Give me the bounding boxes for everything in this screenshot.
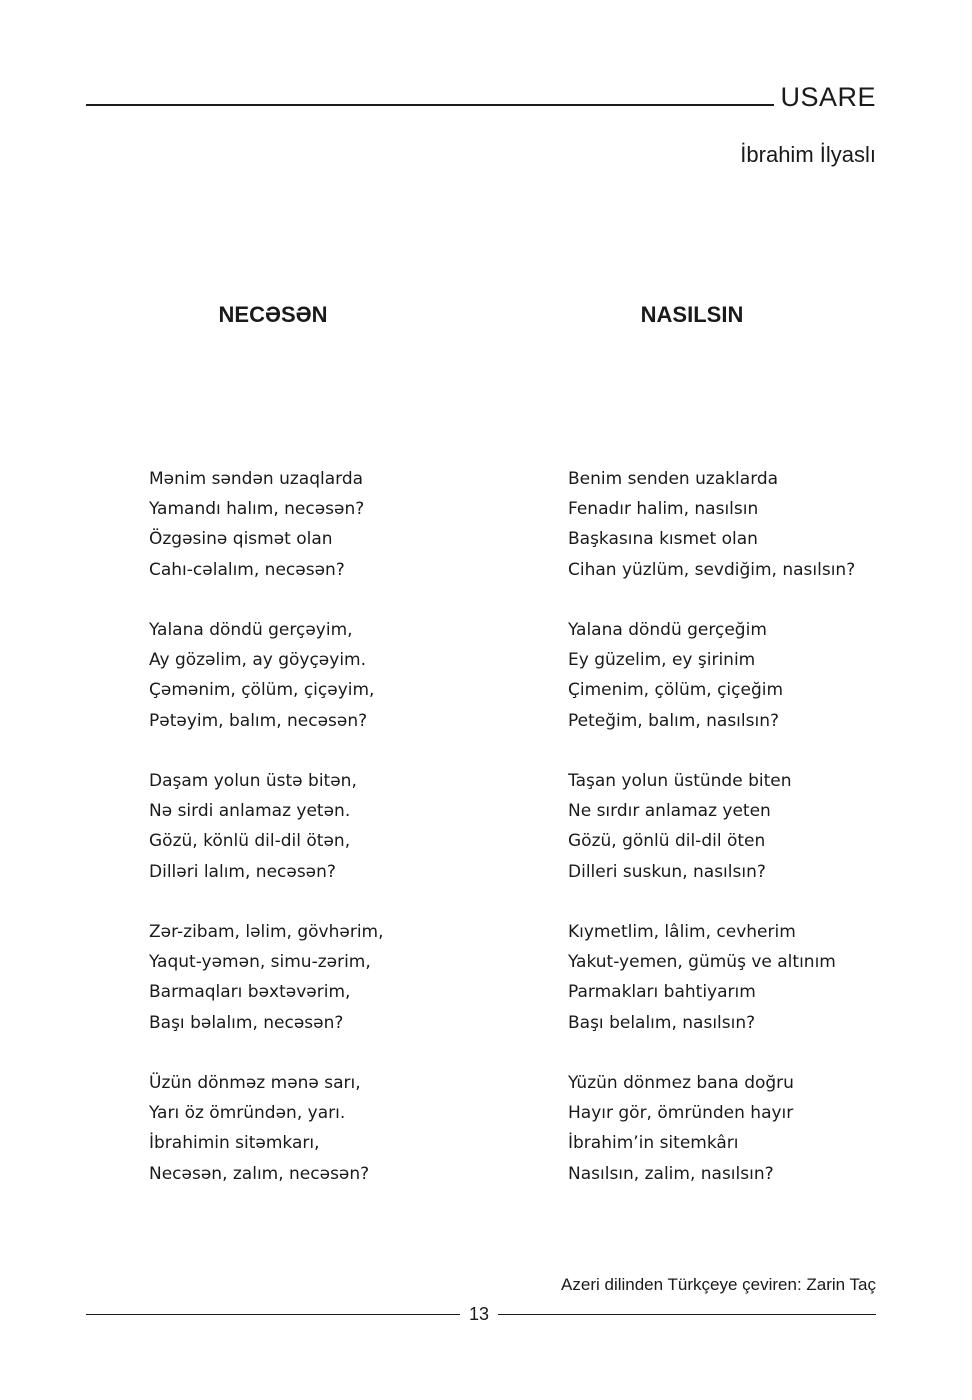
author-name: İbrahim İlyaslı [740,142,876,167]
stanza [149,464,509,585]
poem-line: Necəsən, zalım, necəsən? [149,1163,370,1184]
poem-line: Parmakları bahtiyarım [568,982,756,1003]
stanza [568,917,908,1038]
poem-line: Gözü, könlü dil-dil ötən, [149,831,351,852]
stanza [568,766,908,887]
poem-line: Çimenim, çölüm, çiçeğim [568,680,784,701]
stanza [149,1068,509,1189]
translator-credit: Azeri dilinden Türkçeye çeviren: Zarin Taç [561,1275,876,1294]
journal-title: USARE [780,82,876,112]
poem-line: Ne sırdır anlamaz yeten [568,801,771,822]
poem-title-azerbaijani: NECƏSƏN [218,302,328,327]
poem-line: Fenadır halim, nasılsın [568,499,759,520]
footer-rule-right [498,1314,876,1315]
poem-line: Yalana döndü gerçəyim, [149,620,353,640]
poem-line: Başı belalım, nasılsın? [568,1012,756,1033]
poem-line: Nasılsın, zalim, nasılsın? [568,1163,774,1184]
stanza [149,615,509,736]
poem-line: Dilleri suskun, nasılsın? [568,861,766,882]
poem-line: İbrahimin sitəmkarı, [149,1133,320,1154]
poem-line: Üzün dönməz mənə sarı, [149,1073,361,1093]
poem-line: Cahı-cəlalım, necəsən? [149,559,345,580]
poem-line: Başkasına kısmet olan [568,529,758,550]
stanza [568,615,908,736]
poem-line: Nə sirdi anlamaz yetən. [149,801,351,822]
poem-line: Ey güzelim, ey şirinim [568,650,756,671]
poem-line: Çəmənim, çölüm, çiçəyim, [149,680,375,701]
poem-line: Mənim səndən uzaqlarda [149,469,364,489]
poem-line: Pətəyim, balım, necəsən? [149,710,368,731]
poem-line: Yalana döndü gerçeğim [568,620,767,640]
poem-line: Ay gözəlim, ay göyçəyim. [149,650,367,671]
poem-line: Yarı öz ömründən, yarı. [149,1103,346,1124]
stanza [149,917,509,1038]
poem-line: Dilləri lalım, necəsən? [149,861,336,882]
poem-line: Peteğim, balım, nasılsın? [568,710,780,731]
header-rule [86,104,774,106]
poem-turkish [568,464,908,1219]
poem-line: Taşan yolun üstünde biten [568,771,792,791]
stanza [568,1068,908,1189]
poem-line: Daşam yolun üstə bitən, [149,771,357,791]
poem-line: Barmaqları bəxtəvərim, [149,982,351,1003]
poem-line: Zər-zibam, ləlim, gövhərim, [149,922,384,942]
poem-line: Yamandı halım, necəsən? [149,499,365,520]
poem-azerbaijani [149,464,509,1219]
poem-line: İbrahim’in sitemkârı [568,1133,739,1154]
poem-line: Benim senden uzaklarda [568,469,779,489]
poem-title-turkish: NASILSIN [640,302,744,327]
footer-rule-left [86,1314,460,1315]
poem-line: Yakut-yemen, gümüş ve altınım [568,952,836,973]
poem-line: Özgəsinə qismət olan [149,529,333,550]
poem-line: Yüzün dönmez bana doğru [568,1073,794,1093]
stanza [568,464,908,585]
poem-line: Başı bəlalım, necəsən? [149,1012,344,1033]
poem-line: Gözü, gönlü dil-dil öten [568,831,766,852]
poem-line: Kıymetlim, lâlim, cevherim [568,922,796,942]
poem-line: Cihan yüzlüm, sevdiğim, nasılsın? [568,559,856,580]
poem-line: Hayır gör, ömründen hayır [568,1103,794,1124]
page-number: 13 [468,1304,490,1324]
poem-line: Yaqut-yəmən, simu-zərim, [149,952,371,973]
stanza [149,766,509,887]
